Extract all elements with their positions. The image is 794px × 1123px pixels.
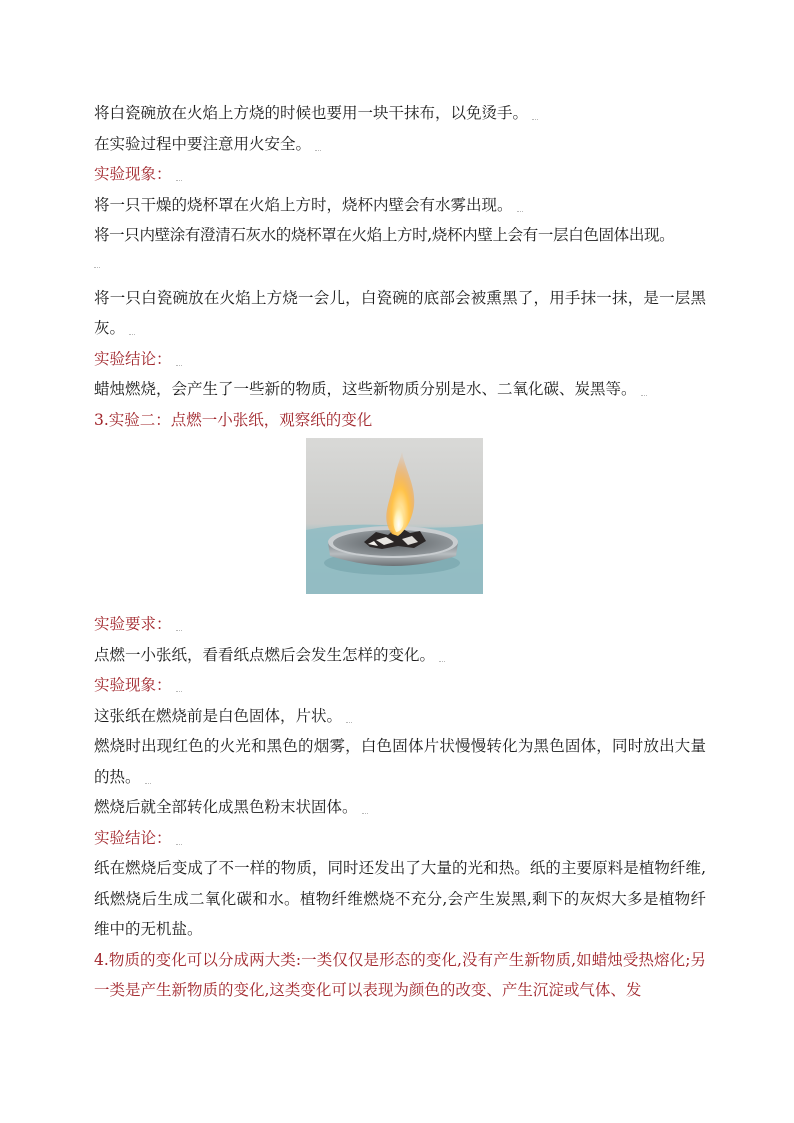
phenomenon-white-solid: 将一只内壁涂有澄清石灰水的烧杯罩在火焰上方时,烧杯内壁上会有一层白色固体出现。: [94, 226, 675, 244]
heading-conclusion-1: 实验结论：: [94, 344, 706, 375]
paper-after-burning: 燃烧后就全部转化成黑色粉末状固体。: [94, 792, 706, 823]
section-3-title: 3.实验二：点燃一小张纸，观察纸的变化: [94, 410, 373, 429]
conclusion-paper: 纸在燃烧后变成了不一样的物质，同时还发出了大量的光和热。纸的主要原料是植物纤维,纸燃烧后生成二氧化碳和水。植物纤维燃烧不充分,会产生炭黑,剩下的灰烬大多是植物纤维中的无机盐。: [94, 859, 706, 938]
requirement-text: 点燃一小张纸，看看纸点燃后会发生怎样的变化。: [94, 640, 706, 671]
paper-before-burning: 这张纸在燃烧前是白色固体，片状。: [94, 701, 706, 732]
safety-note-cloth: 将白瓷碗放在火焰上方烧的时候也要用一块干抹布，以免烫手。: [94, 98, 706, 129]
heading-conclusion-2: 实验结论：: [94, 823, 706, 854]
heading-requirement: 实验要求：: [94, 609, 706, 640]
figure-container: [94, 435, 706, 609]
section-4-text: 4.物质的变化可以分成两大类:一类仅仅是形态的变化,没有产生新物质,如蜡烛受热熔化;另一类是产生新物质的变化,这类变化可以表现为颜色的改变、产生沉淀或气体、发: [94, 950, 706, 999]
heading-phenomenon-1: 实验现象：: [94, 159, 706, 190]
conclusion-candle: 蜡烛燃烧，会产生了一些新的物质，这些新物质分别是水、二氧化碳、炭黑等。: [94, 374, 706, 405]
document-page: [94, 98, 706, 1006]
burning-paper-photo: [306, 438, 483, 594]
safety-note-fire: 在实验过程中要注意用火安全。: [94, 129, 706, 160]
heading-phenomenon-2: 实验现象：: [94, 670, 706, 701]
phenomenon-soot: 将一只白瓷碗放在火焰上方烧一会儿，白瓷碗的底部会被熏黑了，用手抹一抹，是一层黑灰。: [94, 288, 706, 337]
blank-line: [94, 251, 706, 283]
phenomenon-water-mist: 将一只干燥的烧杯罩在火焰上方时，烧杯内壁会有水雾出现。: [94, 190, 706, 221]
paper-during-burning: 燃烧时出现红色的火光和黑色的烟雾，白色固体片状慢慢转化为黑色固体，同时放出大量的热。: [94, 737, 706, 786]
